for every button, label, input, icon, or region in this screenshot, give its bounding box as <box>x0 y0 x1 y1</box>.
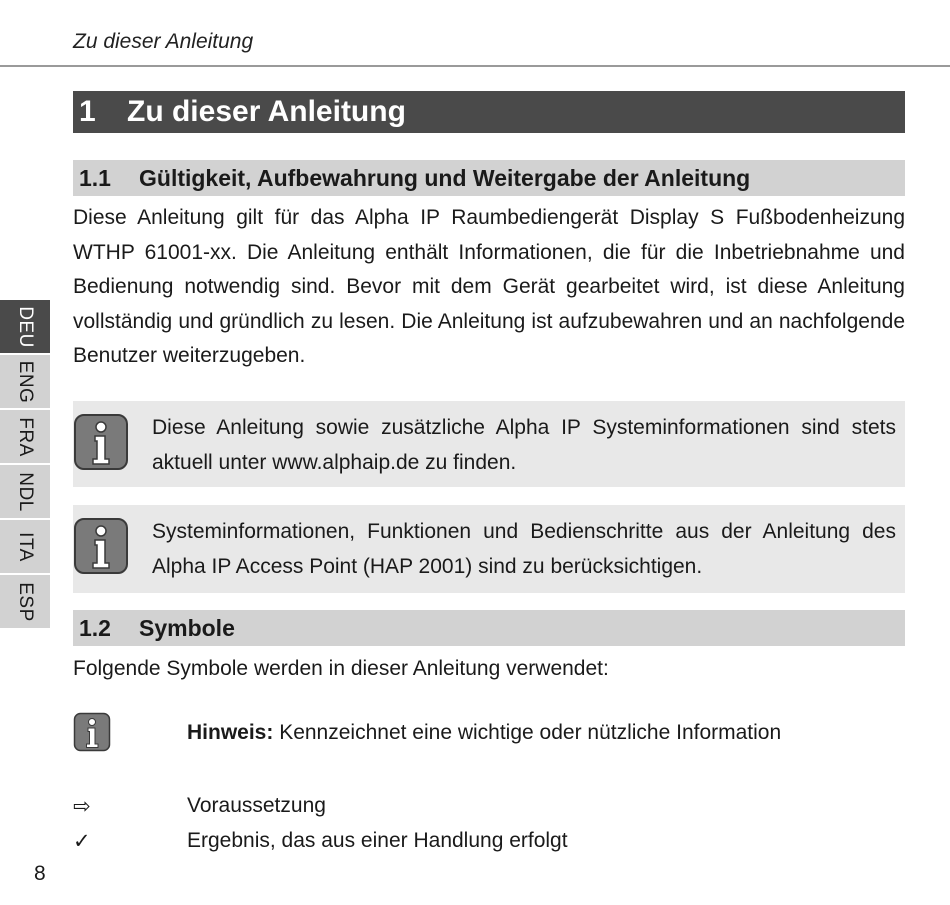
legend-text: Kennzeichnet eine wichtige oder nützliche Information <box>273 721 782 744</box>
note-text: Systeminformationen, Funktionen und Bedienschritte aus der Anleitung des Alpha IP Access Point (HAP 2001) sind zu berücksichtigen. <box>152 520 896 578</box>
info-icon <box>73 517 129 575</box>
header-rule <box>0 65 950 67</box>
info-note <box>73 505 905 593</box>
checkmark-icon: ✓ <box>73 829 91 853</box>
section-title: Symbole <box>139 614 235 641</box>
legend-item-hint <box>73 712 905 754</box>
chapter-title: Zu dieser Anleitung <box>127 95 406 128</box>
language-tab-label: ITA <box>15 531 36 562</box>
legend-item-result <box>73 823 905 859</box>
section-number: 1.1 <box>79 164 111 191</box>
legend-label: Hinweis: <box>187 721 274 744</box>
section-number: 1.2 <box>79 614 111 641</box>
info-icon <box>73 712 111 752</box>
language-tab-label: NDL <box>15 471 36 512</box>
language-tab-ndl[interactable] <box>0 465 50 520</box>
legend-item-precondition <box>73 788 905 824</box>
section-1-2-intro: Folgende Symbole werden in dieser Anleitung verwendet: <box>73 657 609 680</box>
language-tab-deu[interactable] <box>0 300 50 355</box>
section-1-1-paragraph: Diese Anleitung gilt für das Alpha IP Raumbediengerät Display S Fußbodenheizung WTHP 61001-xx. Die Anleitung enthält Informationen, die für die Inbetriebnahme und Bedienung notwendig sind. Bevor mit dem Gerät gearbeitet wird, ist diese Anleitung vollständig und gründlich zu lesen. Die Anleitung ist aufzubewahren und an nachfolgende Benutzer weiterzugeben. <box>73 206 905 367</box>
note-text: Diese Anleitung sowie zusätzliche Alpha IP Systeminformationen sind stets aktuell unter www.alphaip.de zu finden. <box>152 416 896 474</box>
language-tab-ita[interactable] <box>0 520 50 575</box>
legend-text: Ergebnis, das aus einer Handlung erfolgt <box>187 829 568 852</box>
chapter-heading <box>73 91 905 133</box>
legend-symbol <box>73 712 187 754</box>
language-tab-label: ESP <box>15 581 36 622</box>
legend-text: Voraussetzung <box>187 794 326 817</box>
chapter-number: 1 <box>79 95 96 128</box>
language-tab-label: FRA <box>15 416 36 457</box>
arrow-right-icon: ⇨ <box>73 794 91 818</box>
language-tabs <box>0 300 50 630</box>
section-heading-1-1 <box>73 160 905 196</box>
page-number: 8 <box>34 862 46 885</box>
language-tab-esp[interactable] <box>0 575 50 630</box>
language-tab-label: DEU <box>15 305 36 348</box>
legend-description <box>187 721 781 745</box>
section-heading-1-2 <box>73 610 905 646</box>
language-tab-eng[interactable] <box>0 355 50 410</box>
language-tab-label: ENG <box>15 360 36 403</box>
running-header: Zu dieser Anleitung <box>73 30 254 53</box>
language-tab-fra[interactable] <box>0 410 50 465</box>
info-icon <box>73 413 129 471</box>
section-title: Gültigkeit, Aufbewahrung und Weitergabe der Anleitung <box>139 164 751 191</box>
info-note <box>73 401 905 487</box>
